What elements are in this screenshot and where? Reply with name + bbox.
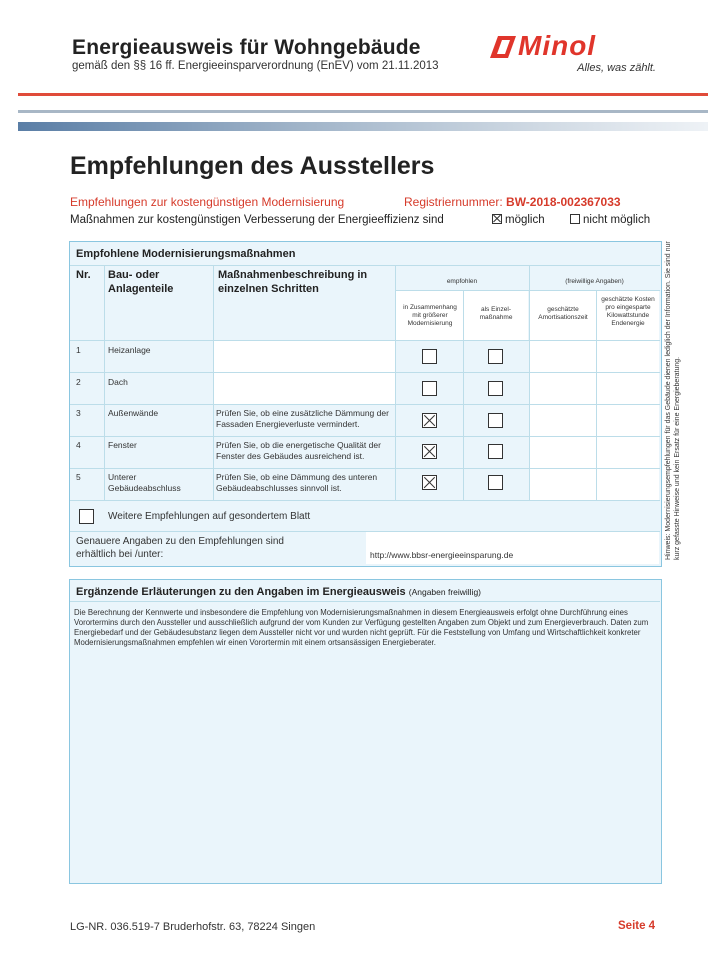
section-subheading: Empfehlungen zur kostengünstigen Modernisierung: [70, 195, 345, 209]
row5-combined-checkbox[interactable]: [422, 475, 437, 490]
sub-single-header: als Einzel-maßnahme: [479, 306, 513, 321]
notes-text: Die Berechnung der Kennwerte und insbesondere die Empfehlung von Modernisierungsmaßnahmen in diesem Energieausweis erfolgt ohne Durchführung eines Vorortermins durch den Aussteller und ausschließlich aufgrund der vom Kunden zur Verfügung gestellten Angaben zum Objekt und zum Energieverbrauch. Daten zum Energiebedarf und der Gebäudesubstanz liegen dem Aussteller nicht vor und wurden nicht geprüft. Für die Feststellung von Umfang und Wirtschaftlichkeit konkreter Modernisierungsmaßnahmen empfehlen wir einen Vorortermin mit einem ortsansässigen Energieberater.: [74, 608, 649, 647]
more-recommendations-checkbox[interactable]: [79, 509, 94, 524]
row-nr: 3: [76, 408, 81, 418]
payback-cell: [530, 469, 596, 500]
more-info-label: Genauere Angaben zu den Empfehlungen sind erhältlich bei /unter:: [76, 536, 284, 560]
grid-line: [104, 265, 105, 500]
sub-cost-header: geschätzte Kosten pro eingesparte Kilowattstunde Endenergie: [601, 296, 655, 327]
row5-single-checkbox[interactable]: [488, 475, 503, 490]
sub-payback-header: geschätzte Amortisationszeit: [538, 306, 588, 321]
row-part: Fenster: [108, 440, 137, 450]
grid-line: [70, 500, 660, 501]
row-nr: 4: [76, 440, 81, 450]
notes-title-text: Ergänzende Erläuterungen zu den Angaben im Energieausweis: [76, 586, 406, 598]
group-recommended-header: empfohlen: [446, 278, 478, 285]
cost-cell: [597, 373, 659, 404]
row-nr: 1: [76, 345, 81, 355]
grid-line: [395, 265, 396, 500]
payback-cell: [530, 341, 596, 372]
payback-cell: [530, 405, 596, 436]
row-desc: Prüfen Sie, ob eine Dämmung des unteren Gebäudeabschlusses sinnvoll ist.: [216, 472, 378, 493]
possible-label: möglich: [505, 214, 545, 226]
footer-address: LG-NR. 036.519-7 Bruderhofstr. 63, 78224 Singen: [70, 921, 316, 933]
minol-logo: [490, 30, 670, 76]
section-heading: Empfehlungen des Ausstellers: [70, 152, 435, 180]
not-possible-label: nicht möglich: [583, 214, 651, 226]
row4-combined-checkbox[interactable]: [422, 444, 437, 459]
logo-slogan: Alles, was zählt.: [577, 62, 656, 74]
grid-line: [70, 265, 660, 266]
row-part: Dach: [108, 377, 128, 387]
group-optional-header: (freiwillige Angaben): [565, 278, 624, 285]
more-recommendations-label: Weitere Empfehlungen auf gesondertem Blatt: [108, 511, 311, 522]
registration-value: BW-2018-002367033: [506, 195, 621, 209]
row4-single-checkbox[interactable]: [488, 444, 503, 459]
more-info-url[interactable]: http://www.bbsr-energieeinsparung.de: [370, 550, 514, 560]
row-nr: 2: [76, 377, 81, 387]
cost-cell: [597, 469, 659, 500]
option-possible[interactable]: [492, 214, 545, 226]
row-desc: Prüfen Sie, ob eine zusätzliche Dämmung der Fassaden Energieverluste vermindert.: [216, 408, 389, 429]
notes-title: [76, 586, 481, 598]
option-not-possible[interactable]: [570, 214, 650, 226]
cost-cell: [597, 341, 659, 372]
col-desc-header: Maßnahmenbeschreibung in einzelnen Schritten: [218, 269, 368, 295]
cost-cell: [597, 437, 659, 468]
row2-single-checkbox[interactable]: [488, 381, 503, 396]
row-desc: Prüfen Sie, ob die energetische Qualität der Fenster des Gebäudes ausreichend ist.: [216, 440, 381, 461]
col-part-header: Bau- oder Anlagenteile: [108, 269, 174, 295]
row3-single-checkbox[interactable]: [488, 413, 503, 428]
row2-combined-checkbox[interactable]: [422, 381, 437, 396]
document-title: Energieausweis für Wohngebäude: [72, 36, 421, 59]
desc-cell: [214, 341, 395, 372]
logo-mark-icon: [490, 36, 516, 58]
row-part: Unterer Gebäudeabschluss: [108, 472, 181, 493]
page-number: Seite 4: [618, 920, 656, 932]
payback-cell: [530, 373, 596, 404]
row3-combined-checkbox[interactable]: [422, 413, 437, 428]
side-note: Hinweis: Modernisierungsempfehlungen für das Gebäude dienen lediglich der Information. Sie sind nur kurz gefasste Hinweise und kein Ersatz für eine Energieberatung.: [665, 241, 681, 560]
header-stripe-grey: [18, 110, 708, 113]
payback-cell: [530, 437, 596, 468]
table-title: Empfohlene Modernisierungsmaßnahmen: [76, 248, 296, 260]
header-stripe-red: [18, 93, 708, 96]
registration-label: Registriernummer:: [404, 195, 503, 209]
desc-cell: [214, 373, 395, 404]
row1-single-checkbox[interactable]: [488, 349, 503, 364]
header-stripe-blue: [18, 122, 708, 131]
notes-title-suffix: (Angaben freiwillig): [408, 587, 482, 597]
grid-line: [70, 601, 660, 602]
row-part: Außenwände: [108, 408, 159, 418]
registration-number: [404, 195, 621, 209]
cost-cell: [597, 405, 659, 436]
row-nr: 5: [76, 472, 81, 482]
row-part: Heizanlage: [108, 345, 151, 355]
measures-question: Maßnahmen zur kostengünstigen Verbesserung der Energieeffizienz sind: [70, 214, 444, 226]
not-possible-checkbox[interactable]: [570, 214, 580, 224]
row1-combined-checkbox[interactable]: [422, 349, 437, 364]
document-subtitle: gemäß den §§ 16 ff. Energieeinsparverordnung (EnEV) vom 21.11.2013: [72, 60, 439, 72]
logo-text: Minol: [518, 30, 597, 61]
col-nr-header: Nr.: [76, 269, 91, 281]
sub-combined-header: in Zusammenhang mit größerer Modernisierung: [403, 304, 457, 327]
possible-checkbox[interactable]: [492, 214, 502, 224]
